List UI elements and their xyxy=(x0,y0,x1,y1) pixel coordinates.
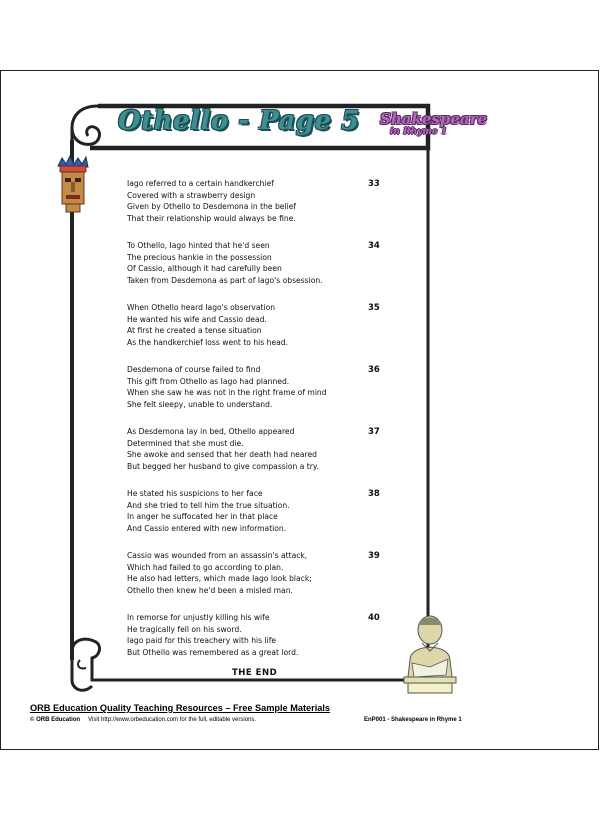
scroll-top-curl xyxy=(72,106,99,144)
verse-block xyxy=(127,364,397,410)
verse-line: She awoke and sensed that her death had neared xyxy=(127,450,317,460)
verse-line: When she saw he was not in the right frame of mind xyxy=(127,388,327,398)
verse-line: But begged her husband to give compassion a try. xyxy=(127,461,319,471)
verse-line: And Cassio entered with new information. xyxy=(127,523,287,533)
verse-line: When Othello heard Iago's observation xyxy=(127,303,276,312)
footer-visit-text: Visit http://www.orbeducation.com for the full, editable versions. xyxy=(88,717,257,723)
verse-line: Given by Othello to Desdemona in the belief xyxy=(127,202,297,212)
verse-line: He also had letters, which made Iago look black; xyxy=(127,574,312,584)
series-logo xyxy=(380,110,488,144)
verse-number: 37 xyxy=(368,427,380,437)
verse-line: In anger he suffocated her in that place xyxy=(127,512,278,522)
verse-number: 34 xyxy=(368,241,380,251)
logo-subtitle: in Rhyme 1 xyxy=(390,127,447,137)
verse-line: Of Cassio, although it had carefully been xyxy=(127,264,282,274)
verse-line: At first he created a tense situation xyxy=(127,326,262,336)
verse-line: Iago referred to a certain handkerchief xyxy=(127,179,274,188)
verse-line: Which had failed to go according to plan. xyxy=(127,562,284,572)
verse-line: Taken from Desdemona as part of Iago's obsession. xyxy=(127,275,323,285)
verse-line: As Desdemona lay in bed, Othello appeared xyxy=(127,427,295,436)
verse-line: As the handkerchief loss went to his head. xyxy=(127,337,289,347)
verse-block xyxy=(127,612,397,658)
verse-line: Determined that she must die. xyxy=(127,438,244,448)
verse-block xyxy=(127,426,397,472)
verse-number: 36 xyxy=(368,365,380,375)
verse-line: Desdemona of course failed to find xyxy=(127,365,261,374)
footer-copyright-line xyxy=(30,717,256,723)
verse-number: 39 xyxy=(368,551,380,561)
verse-line: To Othello, Iago hinted that he'd seen xyxy=(127,241,270,250)
verse-line: That their relationship would always be fine. xyxy=(127,213,296,223)
verse-number: 38 xyxy=(368,489,380,499)
verse-block xyxy=(127,550,397,596)
verse-line: Othello then knew he'd been a misled man. xyxy=(127,585,293,595)
verse-block xyxy=(127,178,397,224)
verse-line: Covered with a strawberry design xyxy=(127,190,256,200)
verse-line: Cassio was wounded from an assassin's attack, xyxy=(127,551,308,560)
verse-line: But Othello was remembered as a great lord. xyxy=(127,647,299,657)
verse-line: She felt sleepy, unable to understand. xyxy=(127,399,273,409)
verse-line: He tragically fell on his sword. xyxy=(127,624,242,634)
verse-line: In remorse for unjustly killing his wife xyxy=(127,613,270,622)
verse-line: He stated his suspicions to her face xyxy=(127,489,263,498)
shakespeare-bust-icon xyxy=(404,616,456,693)
verse-line: He wanted his wife and Cassio dead. xyxy=(127,314,267,324)
verse-block xyxy=(127,240,397,286)
verse-number: 33 xyxy=(368,179,380,189)
verse-number: 40 xyxy=(368,613,380,623)
verse-line: And she tried to tell him the true situation. xyxy=(127,500,290,510)
logo-title: Shakespeare xyxy=(380,110,488,128)
verse-block xyxy=(127,488,397,534)
verse-line: The precious hankie in the possession xyxy=(127,252,272,262)
verse-line: Iago paid for this treachery with his life xyxy=(127,636,277,646)
verse-line: This gift from Othello as Iago had planned. xyxy=(127,376,290,386)
the-end-label: THE END xyxy=(232,668,278,678)
tribal-mask-icon xyxy=(58,156,88,212)
verse-number: 35 xyxy=(368,303,380,313)
page-title: Othello - Page 5 xyxy=(118,106,360,136)
footer-copyright: © ORB Education xyxy=(30,717,81,723)
verse-block xyxy=(127,302,397,348)
footer-title: ORB Education Quality Teaching Resources – Free Sample Materials xyxy=(30,703,331,713)
footer-product-code: EnP001 - Shakespeare in Rhyme 1 xyxy=(364,717,462,723)
